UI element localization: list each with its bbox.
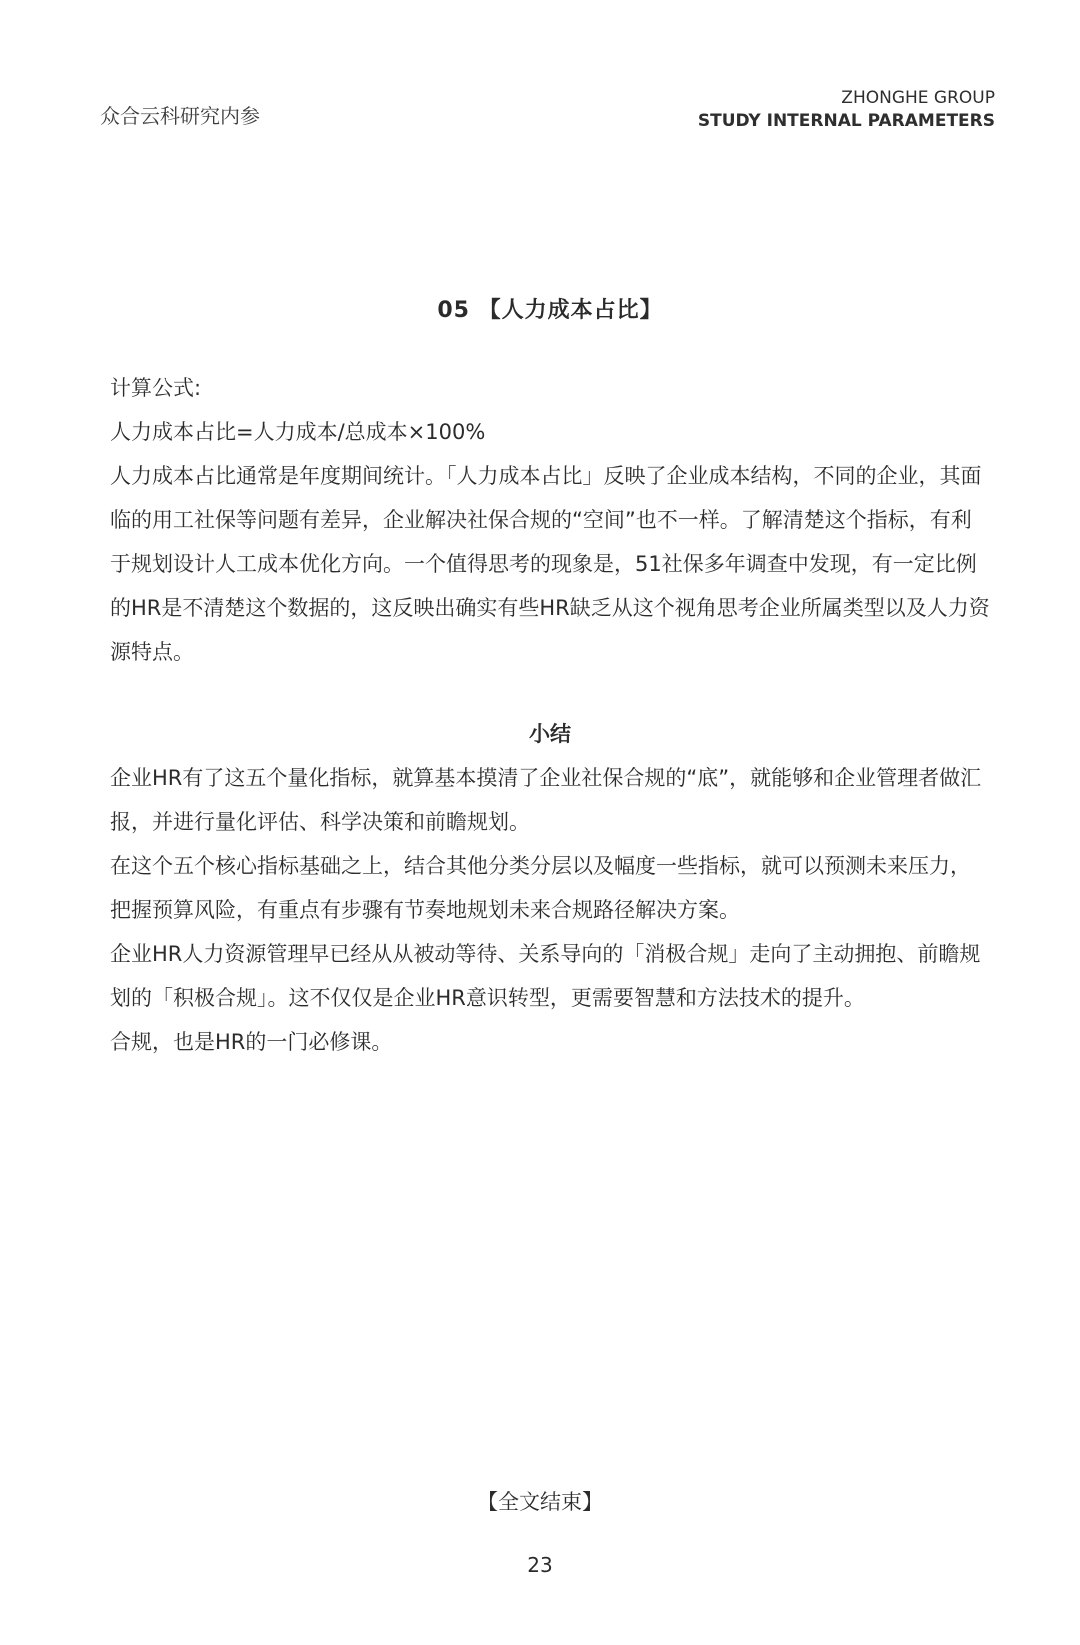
summary-title: 小结 (529, 722, 571, 746)
summary-paragraph: 合规，也是HR的一门必修课。 (110, 1030, 393, 1054)
header-brand-line1: ZHONGHE GROUP (841, 88, 995, 108)
page-number: 23 (527, 1553, 553, 1577)
header-brand (698, 87, 995, 133)
end-of-article-mark: 【全文结束】 (477, 1490, 603, 1514)
section-paragraph: 人力成本占比通常是年度期间统计。「人力成本占比」反映了企业成本结构，不同的企业，其面临的用工社保等问题有差异，企业解决社保合规的“空间”也不一样。了解清楚这个指标，有利于规划设计人工成本优化方向。一个值得思考的现象是，51社保多年调查中发现，有一定比例的HR是不清楚这个数据的，这反映出确实有些HR缺乏从这个视角思考企业所属类型以及人力资源特点。 (110, 464, 990, 664)
header-brand-line2: STUDY INTERNAL PARAMETERS (697, 111, 995, 131)
main-content (110, 293, 990, 1064)
summary-paragraph: 企业HR人力资源管理早已经从从被动等待、关系导向的「消极合规」走向了主动拥抱、前瞻规划的「积极合规」。这不仅仅是企业HR意识转型，更需要智慧和方法技术的提升。 (110, 942, 981, 1010)
summary-paragraph: 企业HR有了这五个量化指标，就算基本摸清了企业社保合规的“底”，就能够和企业管理者做汇报，并进行量化评估、科学决策和前瞻规划。 (110, 766, 982, 834)
header-publication-name: 众合云科研究内参 (100, 104, 260, 128)
formula: 人力成本占比=人力成本/总成本×100% (110, 420, 486, 444)
formula-label: 计算公式: (110, 376, 202, 400)
summary-paragraph: 在这个五个核心指标基础之上，结合其他分类分层以及幅度一些指标，就可以预测未来压力，把握预算风险，有重点有步骤有节奏地规划未来合规路径解决方案。 (110, 854, 971, 922)
section-title: 05 【人力成本占比】 (437, 298, 663, 323)
